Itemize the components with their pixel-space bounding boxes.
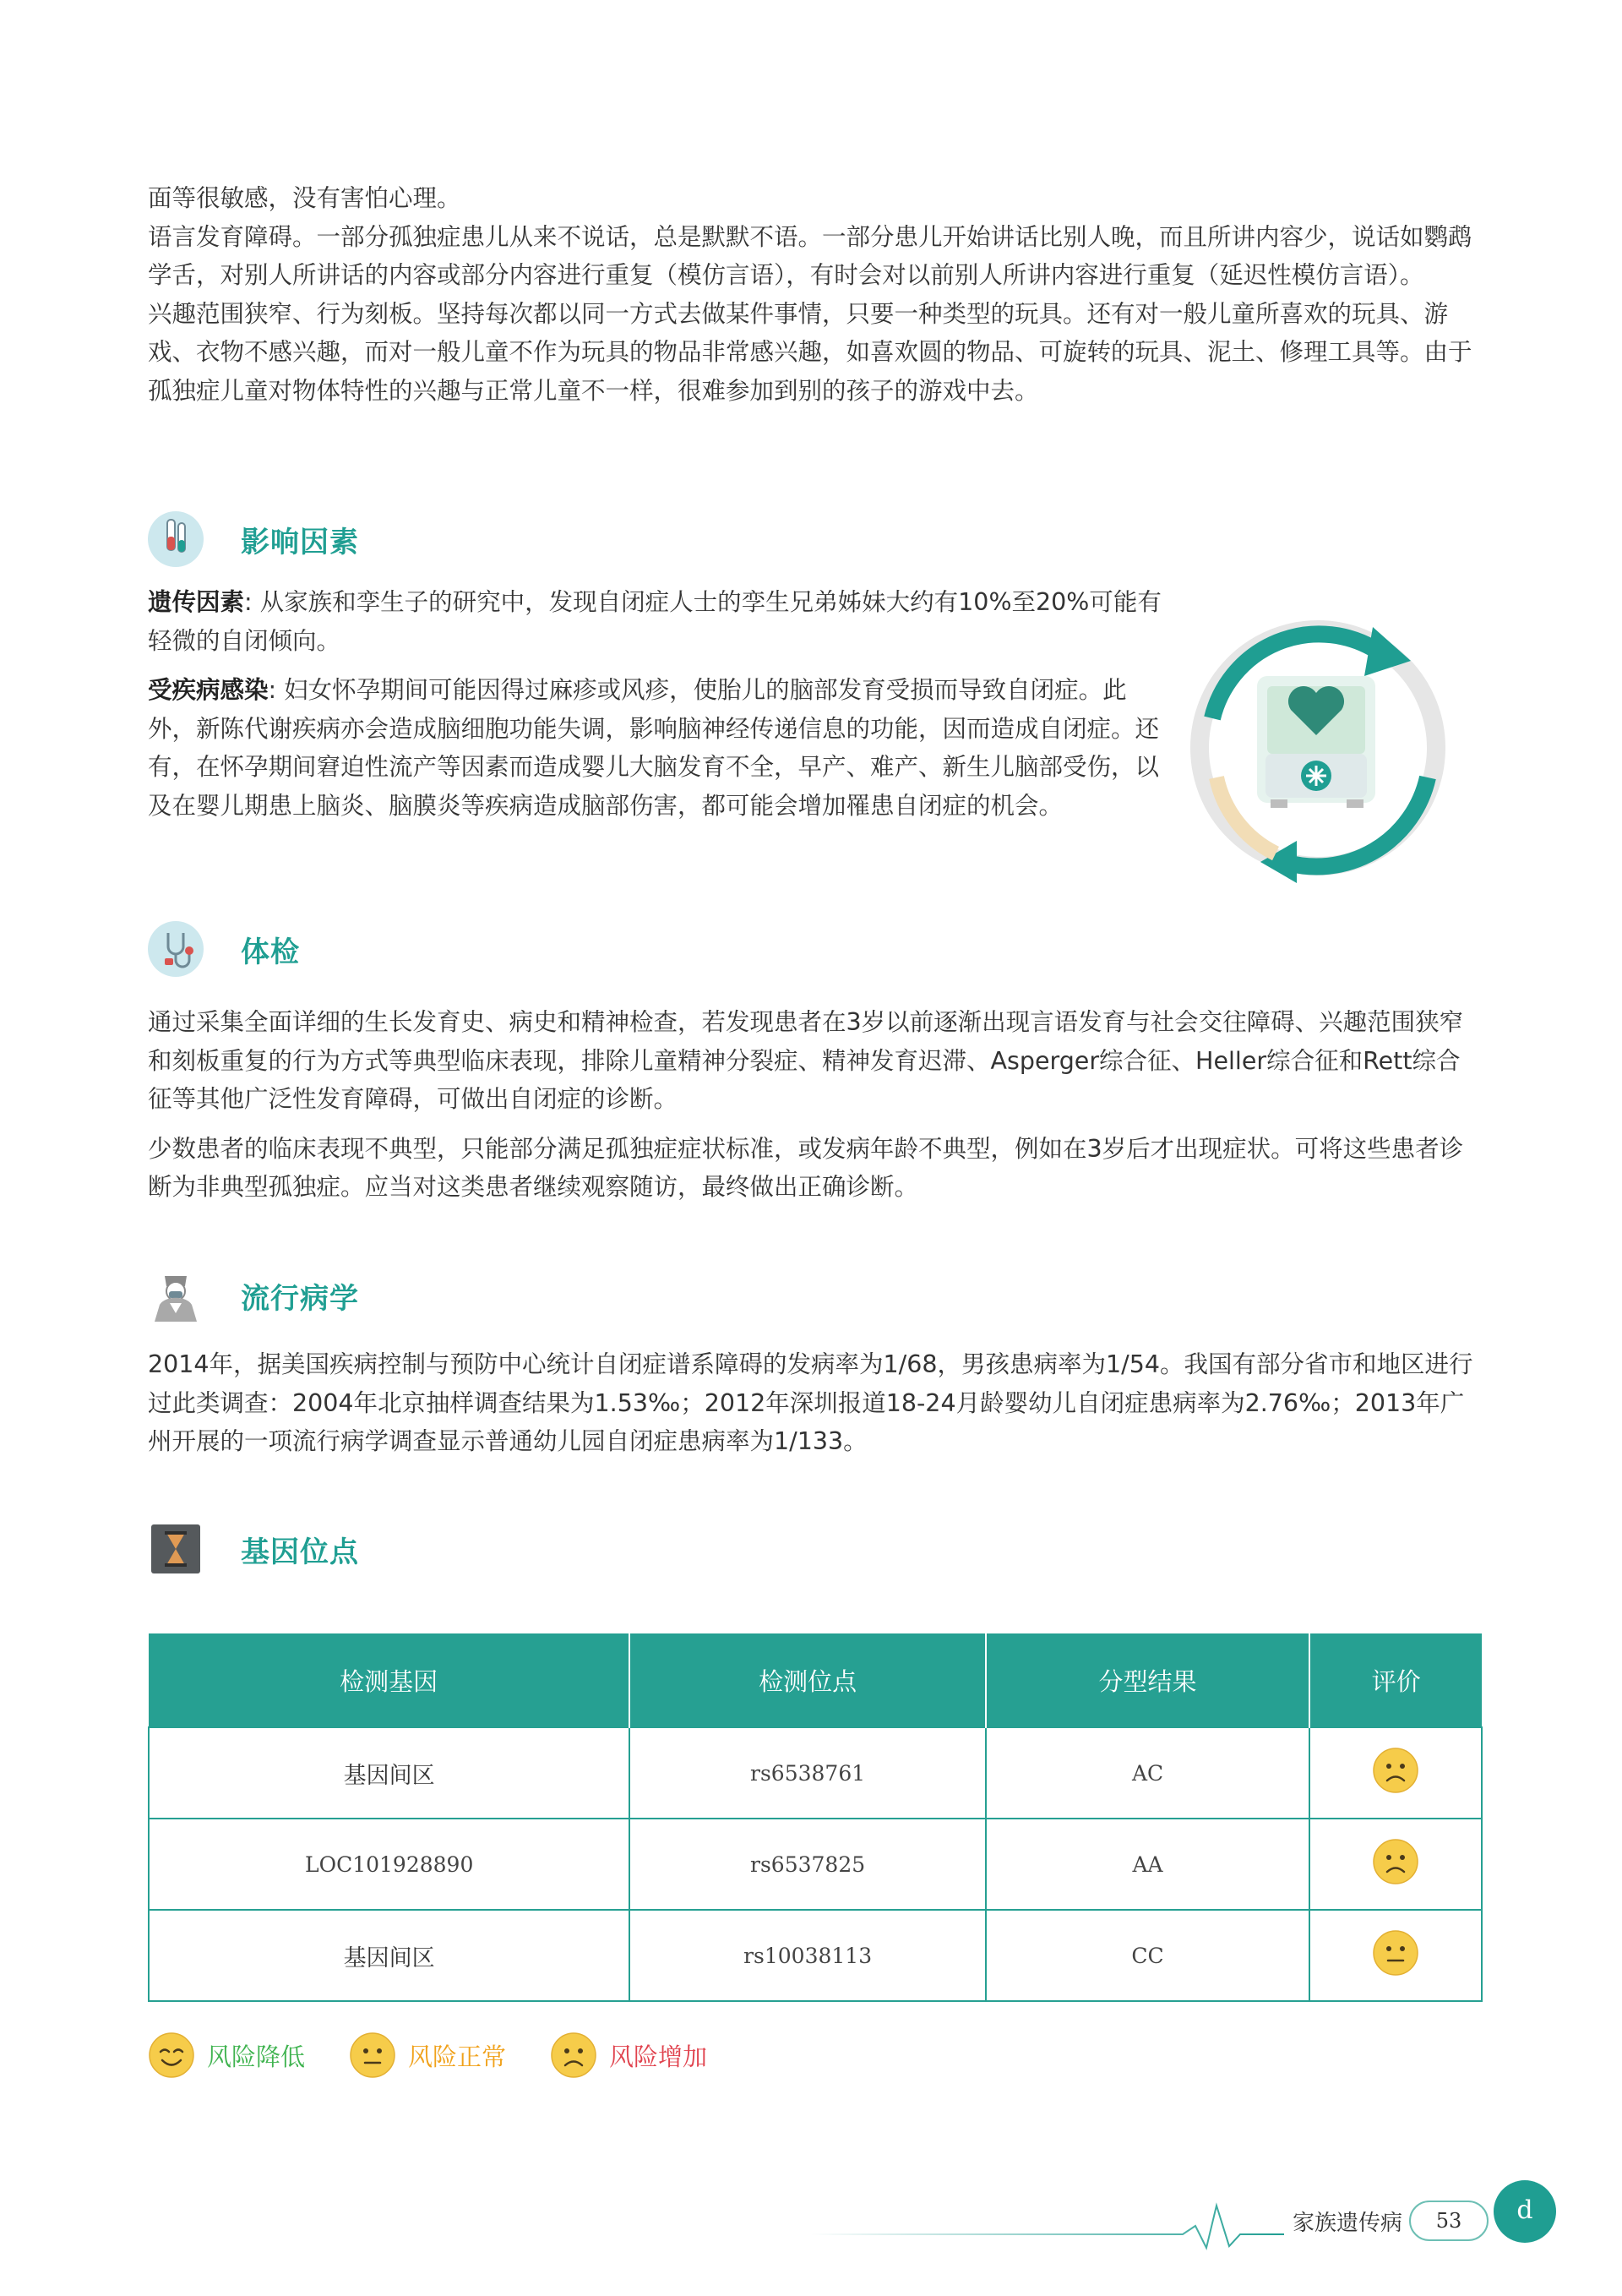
epidemiology-text <box>148 1345 1483 1461</box>
doctor-icon <box>148 1268 204 1323</box>
cell-genotype: AA <box>986 1819 1309 1910</box>
hourglass-icon <box>148 1521 204 1577</box>
test-tube-icon <box>148 511 204 567</box>
smile-face-icon <box>148 2031 195 2079</box>
header-site: 检测位点 <box>629 1633 986 1727</box>
genetic-paragraph <box>148 583 1174 660</box>
risk-legend <box>148 2031 751 2079</box>
cell-genotype: AC <box>986 1727 1309 1819</box>
infection-label: 受疾病感染 <box>148 676 269 704</box>
table-row <box>149 1819 1482 1910</box>
section-factors-title: 影响因素 <box>241 525 359 559</box>
genetic-label: 遗传因素 <box>148 588 245 616</box>
neutral-face-icon <box>349 2031 396 2079</box>
page-footer <box>0 2180 1622 2273</box>
genetic-cycle-illustration <box>1183 608 1461 887</box>
legend-label-high: 风险增加 <box>609 2042 708 2071</box>
exam-paragraph-1: 通过采集全面详细的生长发育史、病史和精神检查，若发现患者在3岁以前逐渐出现言语发育与社会交往障碍、兴趣范围狭窄和刻板重复的行为方式等典型临床表现，排除儿童精神分裂症、精神发育迟滞、Asperger综合征、Heller综合征和Rett综合征等其他广泛性发育障碍，可做出自闭症的诊断。 <box>148 1008 1464 1113</box>
legend-item-high <box>550 2031 707 2079</box>
header-rating: 评价 <box>1309 1633 1482 1727</box>
chapter-letter-badge: d <box>1494 2180 1556 2243</box>
page-number: 53 <box>1409 2201 1489 2241</box>
section-factors-header <box>148 511 359 567</box>
section-epidemiology-title: 流行病学 <box>241 1281 359 1316</box>
cell-rating <box>1309 1910 1482 2001</box>
section-loci-title: 基因位点 <box>241 1535 359 1569</box>
sad-face-icon <box>1372 1747 1419 1794</box>
intro-block <box>148 179 1483 410</box>
genetic-text: : 从家族和孪生子的研究中，发现自闭症人士的孪生兄弟姊妹大约有10%至20%可能有轻微的自闭倾向。 <box>148 588 1162 655</box>
cell-rating <box>1309 1819 1482 1910</box>
stethoscope-icon <box>148 921 204 977</box>
cell-site: rs10038113 <box>629 1910 986 2001</box>
cell-genotype: CC <box>986 1910 1309 2001</box>
section-exam-header <box>148 921 300 977</box>
cell-rating <box>1309 1727 1482 1819</box>
table-row <box>149 1727 1482 1819</box>
infection-text: : 妇女怀孕期间可能因得过麻疹或风疹，使胎儿的脑部发育受损而导致自闭症。此外，新陈代谢疾病亦会造成脑细胞功能失调，影响脑神经传递信息的功能，因而造成自闭症。还有，在怀孕期间窘迫性流产等因素而造成婴儿大脑发育不全，早产、难产、新生儿脑部受伤，以及在婴儿期患上脑炎、脑膜炎等疾病造成脑部伤害，都可能会增加罹患自闭症的机会。 <box>148 676 1160 820</box>
infection-paragraph <box>148 671 1174 825</box>
header-gene: 检测基因 <box>149 1633 629 1727</box>
exam-paragraph-2: 少数患者的临床表现不典型，只能部分满足孤独症症状标准，或发病年龄不典型，例如在3岁后才出现症状。可将这些患者诊断为非典型孤独症。应当对这类患者继续观察随访，最终做出正确诊断。 <box>148 1134 1464 1201</box>
legend-item-low <box>148 2031 305 2079</box>
intro-paragraph-2: 语言发育障碍。一部分孤独症患儿从来不说话，总是默默不语。一部分患儿开始讲话比别人晚，而且所讲内容少，说话如鹦鹉学舌，对别人所讲话的内容或部分内容进行重复（模仿言语），有时会对以前别人所讲内容进行重复（延迟性模仿言语）。 <box>148 222 1472 289</box>
legend-label-low: 风险降低 <box>207 2042 306 2071</box>
table-row <box>149 1910 1482 2001</box>
gene-loci-table <box>148 1633 1483 2002</box>
header-genotype: 分型结果 <box>986 1633 1309 1727</box>
sad-face-icon <box>1372 1838 1419 1885</box>
cell-site: rs6537825 <box>629 1819 986 1910</box>
cell-gene: 基因间区 <box>149 1727 629 1819</box>
table-header-row <box>149 1633 1482 1727</box>
factors-text <box>148 583 1174 825</box>
section-epidemiology-header <box>148 1268 359 1323</box>
section-exam-title: 体检 <box>241 935 300 969</box>
epidemiology-paragraph: 2014年，据美国疾病控制与预防中心统计自闭症谱系障碍的发病率为1/68，男孩患病率为1/54。我国有部分省市和地区进行过此类调查：2004年北京抽样调查结果为1.53‰；2012年深圳报道18-24月龄婴幼儿自闭症患病率为2.76‰；2013年广州开展的一项流行病学调查显示普通幼儿园自闭症患病率为1/133。 <box>148 1350 1473 1455</box>
intro-paragraph-1: 面等很敏感，没有害怕心理。 <box>148 184 461 212</box>
section-loci-header <box>148 1521 359 1577</box>
footer-title: 家族遗传病 <box>1293 2211 1403 2236</box>
exam-text <box>148 1003 1483 1207</box>
legend-label-normal: 风险正常 <box>408 2042 507 2071</box>
cell-site: rs6538761 <box>629 1727 986 1819</box>
cell-gene: LOC101928890 <box>149 1819 629 1910</box>
sad-face-icon <box>550 2031 597 2079</box>
legend-item-normal <box>349 2031 506 2079</box>
cell-gene: 基因间区 <box>149 1910 629 2001</box>
intro-paragraph-3: 兴趣范围狭窄、行为刻板。坚持每次都以同一方式去做某件事情，只要一种类型的玩具。还有对一般儿童所喜欢的玩具、游戏、衣物不感兴趣，而对一般儿童不作为玩具的物品非常感兴趣，如喜欢圆的物品、可旋转的玩具、泥土、修理工具等。由于孤独症儿童对物体特性的兴趣与正常儿童不一样，很难参加到别的孩子的游戏中去。 <box>148 299 1472 405</box>
neutral-face-icon <box>1372 1929 1419 1977</box>
